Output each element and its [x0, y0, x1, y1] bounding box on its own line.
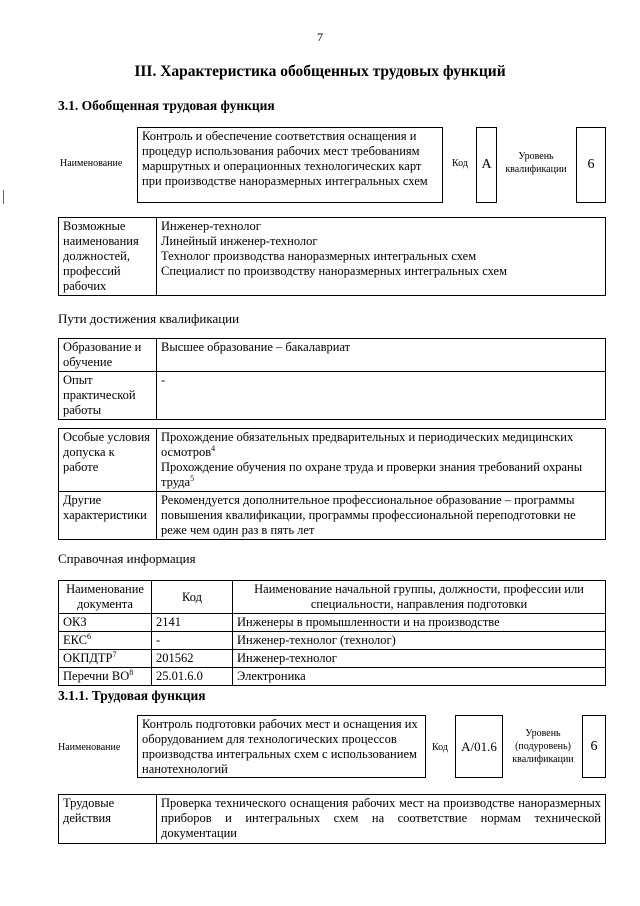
- reference-heading: Справочная информация: [58, 551, 196, 566]
- gtf-code-label: Код: [452, 158, 468, 169]
- gtf-code-value: А: [481, 157, 492, 172]
- col-name-header: Наименование начальной группы, должности, профессии или специальности, направления подготовки: [233, 581, 606, 614]
- gtf-name-box: [137, 127, 443, 203]
- actions-table: [58, 794, 606, 844]
- table-row: [59, 614, 606, 632]
- ref-name-cell: Инженер-технолог: [233, 650, 606, 668]
- position-item: Линейный инженер-технолог: [161, 234, 318, 248]
- special-conditions-value: [157, 429, 606, 492]
- position-item: Инженер-технолог: [161, 219, 261, 233]
- tf-code-box: [455, 715, 503, 778]
- reference-table: [58, 580, 606, 686]
- ref-doc-cell: [59, 632, 152, 650]
- gtf-name-value: Контроль и обеспечение соответствия оснащения и процедур использования рабочих мест требованиям маршрутных и операционных технологических карт при производстве наноразмерных интегральных схем: [142, 129, 428, 188]
- ref-doc: ЕКС: [63, 633, 87, 647]
- ref-code-cell: 201562: [152, 650, 233, 668]
- tf-name-label: Наименование: [58, 742, 121, 753]
- other-characteristics-label: Другие характеристики: [59, 492, 157, 540]
- table-row: [59, 668, 606, 686]
- tf-code-value: А/01.6: [461, 738, 497, 754]
- tf-level-value: 6: [590, 738, 598, 754]
- scan-edge-mark: [3, 190, 4, 204]
- education-value: Высшее образование – бакалавриат: [157, 339, 606, 372]
- experience-value: -: [157, 372, 606, 420]
- ref-name-cell: Инженер-технолог (технолог): [233, 632, 606, 650]
- ref-code-cell: 25.01.6.0: [152, 668, 233, 686]
- positions-list: [157, 218, 606, 296]
- ref-doc: ОКПДТР: [63, 651, 113, 665]
- actions-label: Трудовые действия: [59, 795, 157, 844]
- paths-heading: Пути достижения квалификации: [58, 311, 240, 326]
- reference-header-row: [59, 581, 606, 614]
- table-row: [59, 632, 606, 650]
- ref-name-cell: Электроника: [233, 668, 606, 686]
- ref-doc-cell: [59, 668, 152, 686]
- tf-name-value: Контроль подготовки рабочих мест и оснащения их оборудованием для технологических процессов производства интегральных схем с использованием нанотехнологий: [142, 717, 418, 776]
- table-row: [59, 650, 606, 668]
- conditions-table: [58, 428, 606, 540]
- special-conditions-label: Особые условия допуска к работе: [59, 429, 157, 492]
- positions-label: Возможные наименования должностей, профессий рабочих: [59, 218, 157, 296]
- footnote-ref-6: 6: [87, 631, 91, 641]
- positions-table: [58, 217, 606, 296]
- special-condition-2: Прохождение обучения по охране труда и проверки знания требований охраны труда: [161, 460, 583, 489]
- col-code-header: Код: [152, 581, 233, 614]
- ref-doc-cell: [59, 614, 152, 632]
- paths-table: [58, 338, 606, 420]
- position-item: Специалист по производству наноразмерных интегральных схем: [161, 264, 507, 278]
- tf-level-label: Уровень (подуровень) квалификации: [512, 728, 574, 765]
- tf-code-label: Код: [432, 742, 448, 753]
- ref-doc: Перечни ВО: [63, 669, 130, 683]
- col-doc-header: Наименование документа: [59, 581, 152, 614]
- gtf-heading: 3.1. Обобщенная трудовая функция: [58, 98, 275, 113]
- section-title: III. Характеристика обобщенных трудовых функций: [134, 63, 506, 80]
- gtf-level-value: 6: [587, 157, 595, 172]
- other-characteristics-value: Рекомендуется дополнительное профессиональное образование – программы повышения квалификации, программы профессиональной переподготовки не реже чем один раз в пять лет: [157, 492, 606, 540]
- footnote-ref-5: 5: [190, 473, 195, 483]
- footnote-ref-7: 7: [112, 649, 117, 659]
- actions-value: Проверка технического оснащения рабочих мест на производстве наноразмерных приборов и интегральных схем на соответствие нормам технической документации: [157, 795, 606, 844]
- gtf-code-box: [476, 127, 497, 203]
- tf-name-box: [137, 715, 426, 778]
- gtf-level-label: Уровень квалификации: [505, 151, 567, 175]
- tf-level-box: [582, 715, 606, 778]
- page-number: 7: [317, 30, 323, 44]
- ref-code-cell: 2141: [152, 614, 233, 632]
- ref-code-cell: -: [152, 632, 233, 650]
- ref-name-cell: Инженеры в промышленности и на производстве: [233, 614, 606, 632]
- education-label: Образование и обучение: [59, 339, 157, 372]
- ref-doc: ОКЗ: [63, 615, 87, 629]
- gtf-level-box: [576, 127, 606, 203]
- footnote-ref-8: 8: [129, 667, 134, 677]
- experience-label: Опыт практической работы: [59, 372, 157, 420]
- position-item: Технолог производства наноразмерных интегральных схем: [161, 249, 477, 263]
- gtf-name-label: Наименование: [60, 158, 123, 169]
- special-condition-1: Прохождение обязательных предварительных и периодических медицинских осмотров: [161, 430, 574, 459]
- ref-doc-cell: [59, 650, 152, 668]
- tf-heading: 3.1.1. Трудовая функция: [58, 688, 206, 703]
- footnote-ref-4: 4: [211, 443, 216, 453]
